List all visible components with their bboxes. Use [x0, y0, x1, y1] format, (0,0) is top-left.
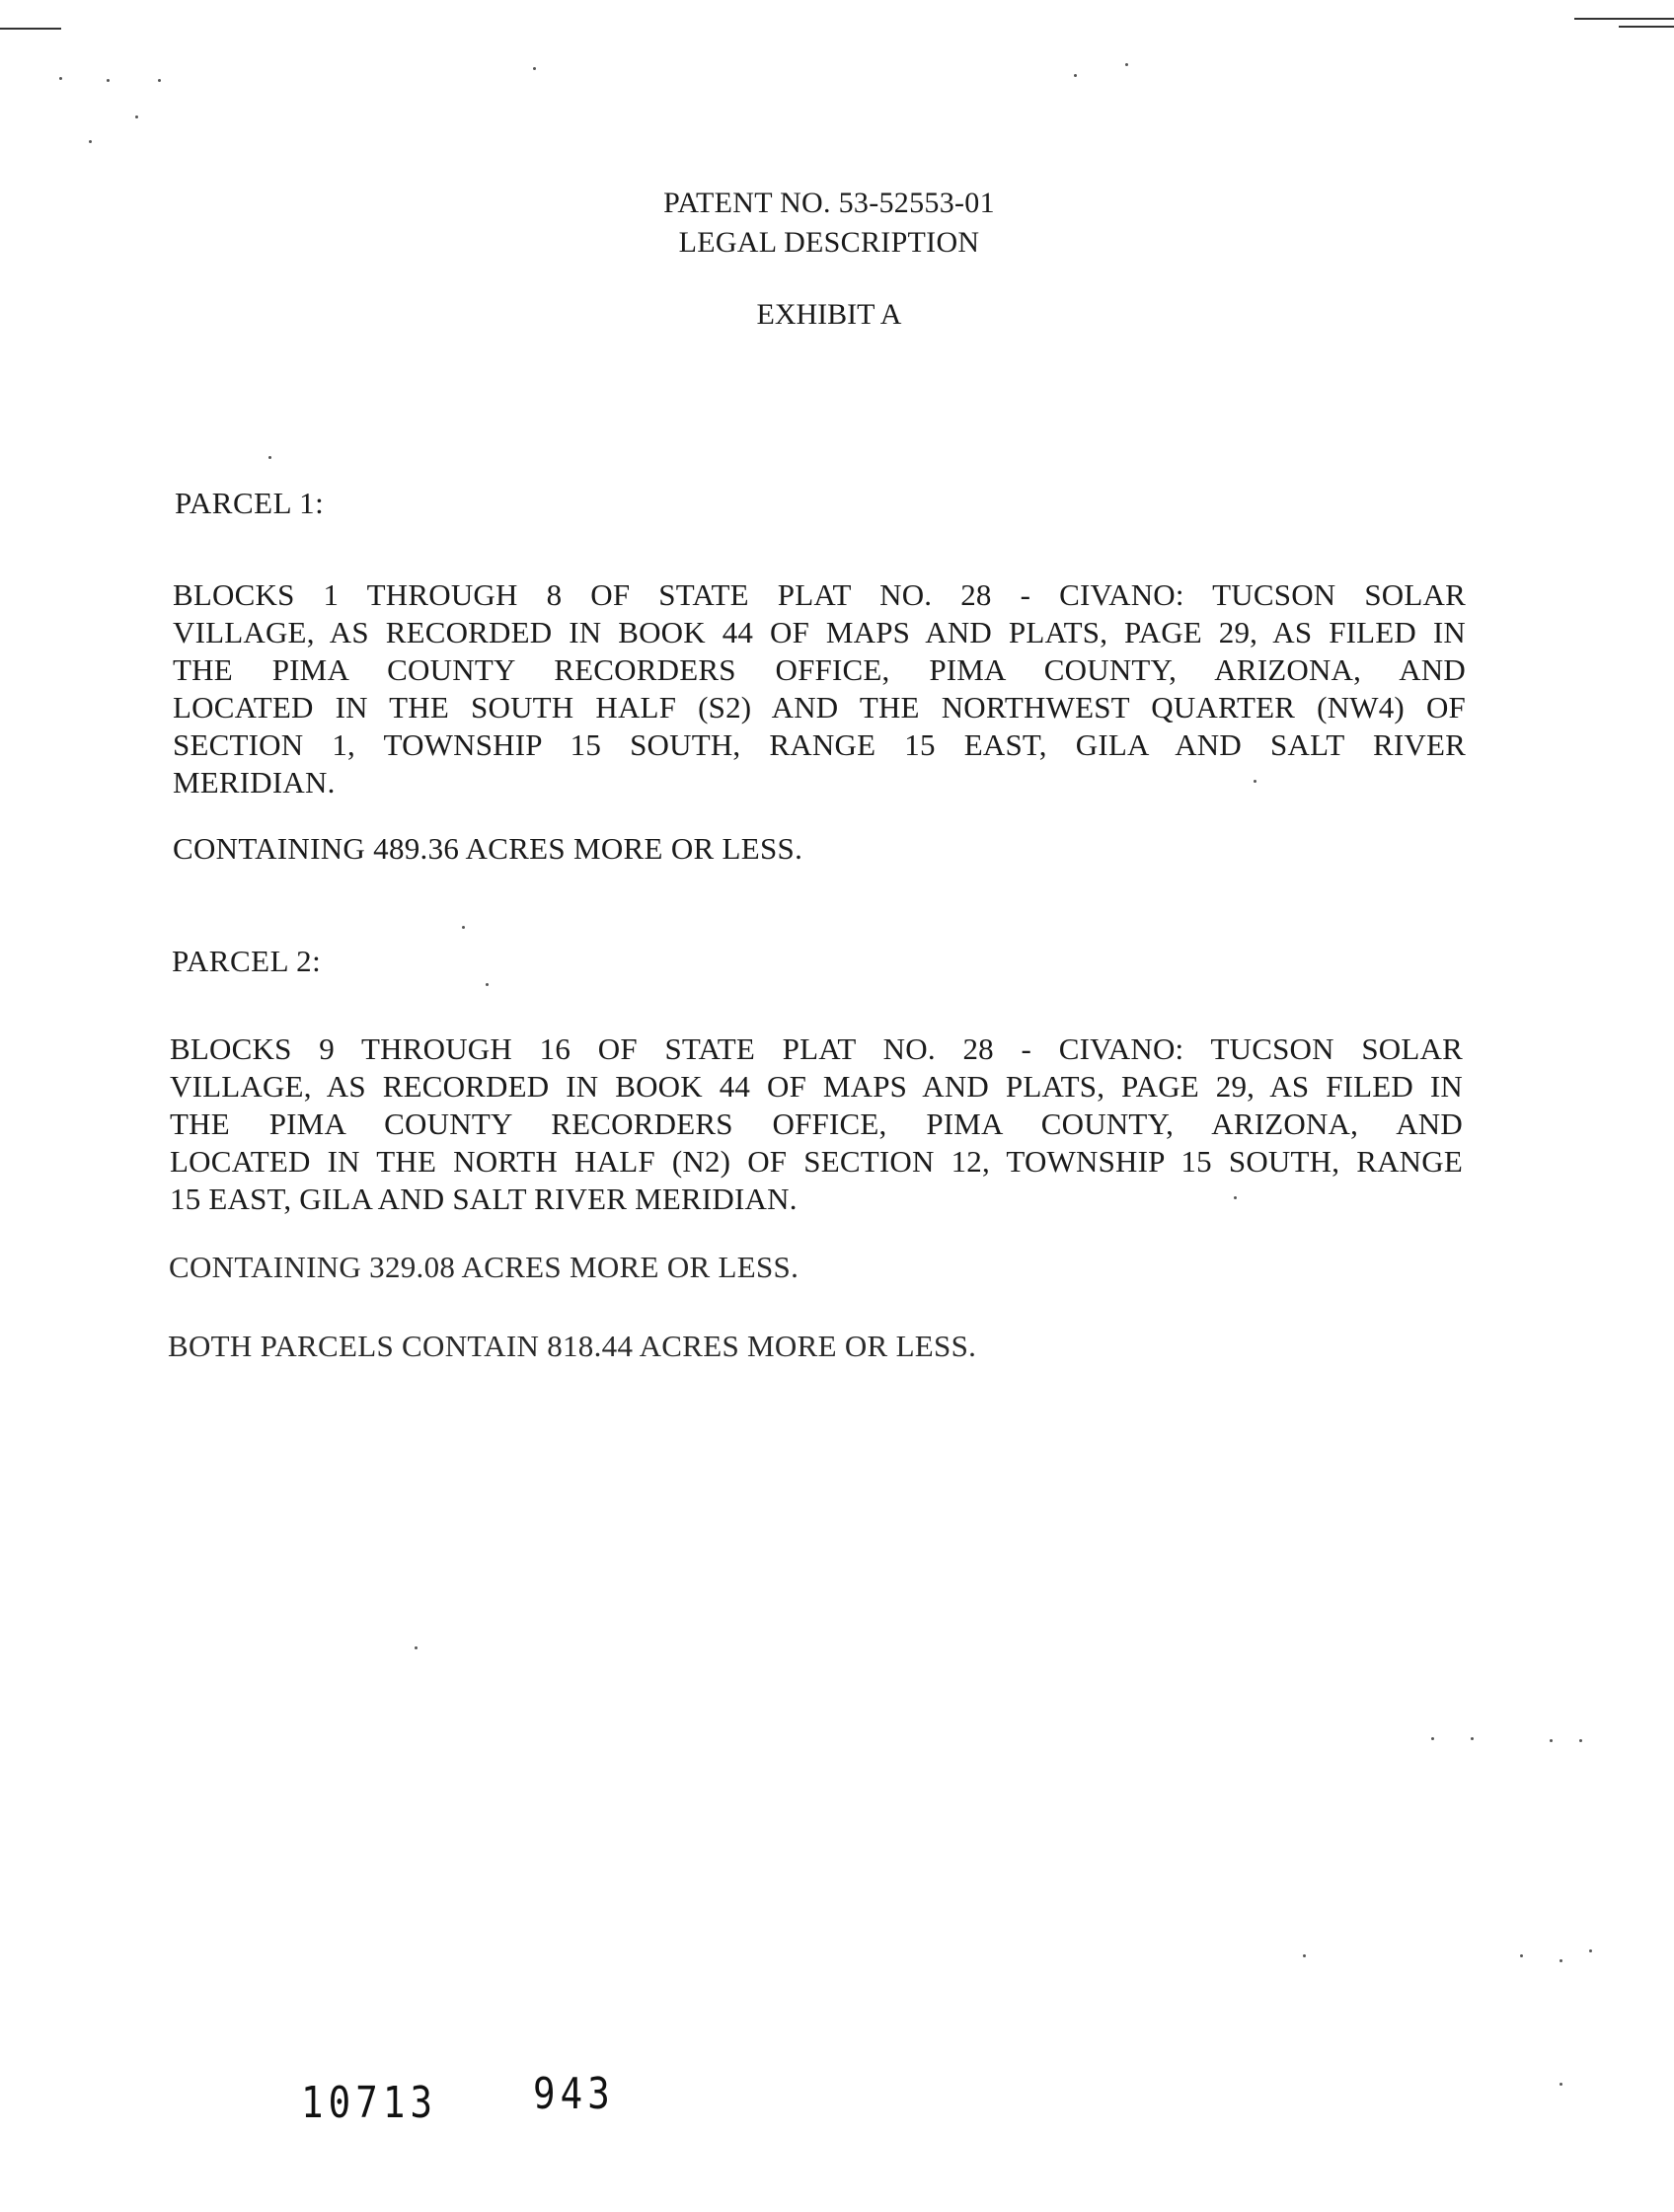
parcel-1-line: SECTION 1, TOWNSHIP 15 SOUTH, RANGE 15 EAST, GILA AND SALT RIVER [173, 727, 1466, 762]
scan-speck [1471, 1737, 1474, 1740]
recording-page-number: 943 [533, 2069, 615, 2119]
scan-speck [89, 140, 92, 143]
parcel-1-line: BLOCKS 1 THROUGH 8 OF STATE PLAT NO. 28 - CIVANO: TUCSON SOLAR [173, 577, 1466, 612]
parcel-1-line: VILLAGE, AS RECORDED IN BOOK 44 OF MAPS AND PLATS, PAGE 29, AS FILED IN [173, 615, 1466, 649]
scan-speck [1074, 74, 1077, 77]
scan-edge-mark-right [1574, 18, 1674, 20]
parcel-1-label: PARCEL 1: [175, 486, 325, 520]
scan-speck [1589, 1949, 1592, 1952]
exhibit-label: EXHIBIT A [756, 298, 902, 331]
document-header [553, 184, 1105, 263]
parcel-1-line: THE PIMA COUNTY RECORDERS OFFICE, PIMA COUNTY, ARIZONA, AND [173, 652, 1466, 687]
parcel-2-line: LOCATED IN THE NORTH HALF (N2) OF SECTION 12, TOWNSHIP 15 SOUTH, RANGE [170, 1144, 1463, 1179]
scan-speck [1550, 1739, 1553, 1742]
parcel-2-line: VILLAGE, AS RECORDED IN BOOK 44 OF MAPS AND PLATS, PAGE 29, AS FILED IN [170, 1069, 1463, 1104]
scan-speck [1431, 1737, 1434, 1740]
scan-speck [158, 79, 161, 82]
scan-speck [1520, 1954, 1523, 1957]
parcel-1-line: MERIDIAN. [173, 765, 336, 800]
scan-speck [135, 115, 138, 118]
scan-speck [107, 79, 110, 82]
scan-speck [415, 1646, 418, 1649]
total-acreage: BOTH PARCELS CONTAIN 818.44 ACRES MORE OR LESS. [168, 1329, 977, 1363]
parcel-1-containing: CONTAINING 489.36 ACRES MORE OR LESS. [173, 831, 803, 866]
scan-speck [1303, 1954, 1306, 1957]
scan-speck [486, 983, 489, 986]
scan-speck [1560, 2083, 1562, 2086]
scan-speck [59, 77, 62, 80]
parcel-2-line: THE PIMA COUNTY RECORDERS OFFICE, PIMA COUNTY, ARIZONA, AND [170, 1106, 1463, 1141]
patent-number: PATENT NO. 53-52553-01 [663, 187, 995, 219]
scan-speck [268, 456, 271, 459]
scan-speck [462, 926, 465, 929]
scan-edge-mark-right-lower [1619, 26, 1674, 28]
parcel-1-description [173, 576, 1466, 801]
parcel-2-label: PARCEL 2: [172, 944, 322, 978]
scan-speck [533, 67, 536, 70]
parcel-2-containing: CONTAINING 329.08 ACRES MORE OR LESS. [169, 1250, 799, 1284]
parcel-1-line: LOCATED IN THE SOUTH HALF (S2) AND THE NORTHWEST QUARTER (NW4) OF [173, 690, 1466, 725]
scan-speck [1125, 63, 1128, 66]
scan-speck [1560, 1959, 1562, 1962]
scan-edge-mark-left [0, 28, 61, 30]
recording-book-number: 10713 [301, 2078, 438, 2128]
scan-speck [1579, 1739, 1582, 1742]
parcel-2-line: BLOCKS 9 THROUGH 16 OF STATE PLAT NO. 28 - CIVANO: TUCSON SOLAR [170, 1031, 1463, 1066]
document-title: LEGAL DESCRIPTION [678, 226, 980, 259]
parcel-2-description [170, 1030, 1463, 1218]
parcel-2-line: 15 EAST, GILA AND SALT RIVER MERIDIAN. [170, 1182, 798, 1216]
